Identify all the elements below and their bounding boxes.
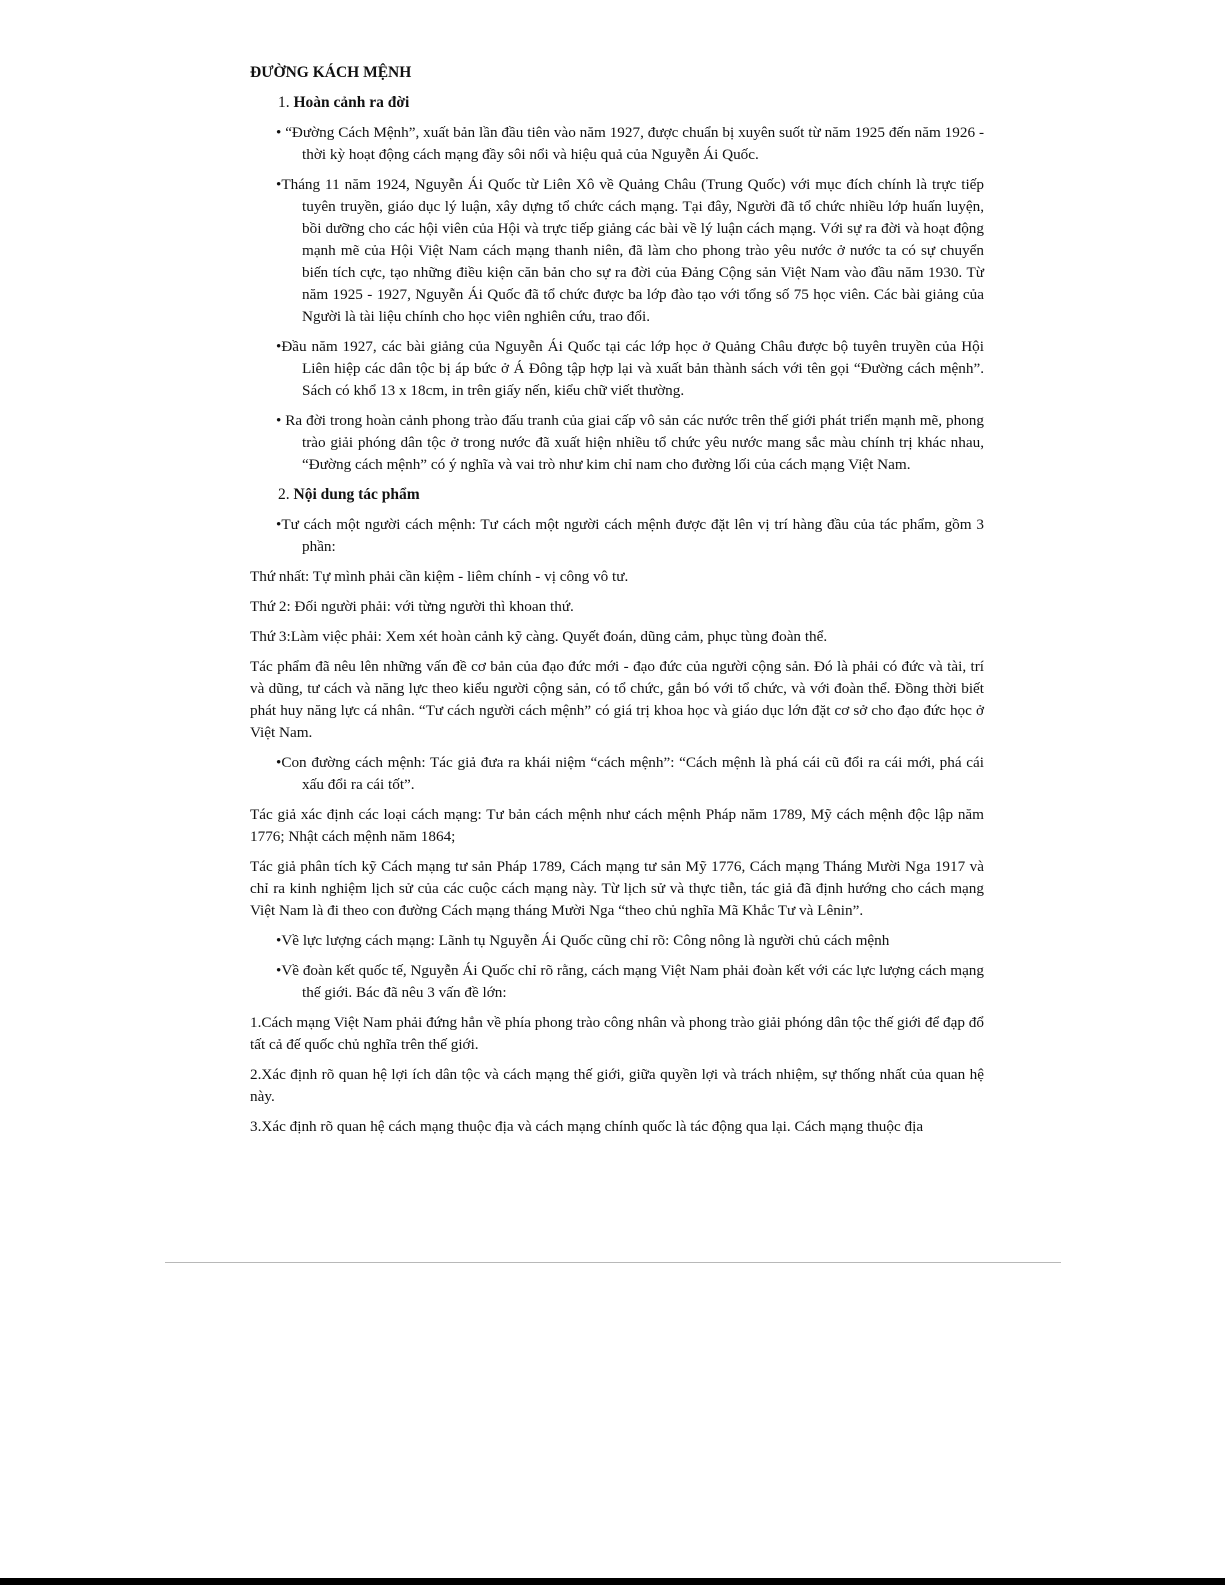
section-1-bullet-1: • “Đường Cách Mệnh”, xuất bản lần đầu tiên vào năm 1927, được chuẩn bị xuyên suốt từ năm 1925 đến năm 1926 - thời kỳ hoạt động cách mạng đầy sôi nổi và hiệu quả của Nguyễn Ái Quốc. xyxy=(276,124,984,163)
section-2-heading xyxy=(278,484,984,506)
bullet-con-duong: •Con đường cách mệnh: Tác giả đưa ra khái niệm “cách mệnh”: “Cách mệnh là phá cái cũ đổi ra cái mới, phá cái xấu đổi ra cái tốt”. xyxy=(276,754,984,793)
section-1-heading xyxy=(278,92,984,114)
section-1-bullet-4: • Ra đời trong hoàn cảnh phong trào đấu tranh của giai cấp vô sản các nước trên thế giới phát triển mạnh mẽ, phong trào giải phóng dân tộc ở trong nước đã xuất hiện nhiều tổ chức yêu nước mang sắc màu chính trị khác nhau, “Đường cách mệnh” có ý nghĩa và vai trò như kim chỉ nam cho đường lối của cách mạng Việt Nam. xyxy=(276,412,984,473)
section-1-title: Hoàn cảnh ra đời xyxy=(293,94,410,111)
bullet-luc-luong: •Về lực lượng cách mạng: Lãnh tụ Nguyễn Ái Quốc cũng chỉ rõ: Công nông là người chủ cách mệnh xyxy=(276,932,890,949)
bottom-edge-bar xyxy=(0,1578,1225,1585)
line-thu-nhat: Thứ nhất: Tự mình phải cần kiệm - liêm chính - vị công vô tư. xyxy=(250,568,629,585)
section-1-bullet-2: •Tháng 11 năm 1924, Nguyễn Ái Quốc từ Liên Xô về Quảng Châu (Trung Quốc) với mục đích chính là trực tiếp tuyên truyền, giáo dục lý luận, xây dựng tổ chức cách mạng. Tại đây, Người đã tổ chức nhiều lớp huấn luyện, bồi dưỡng cho các hội viên của Hội và trực tiếp giảng các bài về lý luận cách mạng. Với sự ra đời và hoạt động mạnh mẽ của Hội Việt Nam cách mạng thanh niên, đã làm cho phong trào yêu nước ở nước ta có sự chuyển biến tích cực, tạo những điều kiện căn bản cho sự ra đời của Đảng Cộng sản Việt Nam vào đầu năm 1930. Từ năm 1925 - 1927, Nguyễn Ái Quốc đã tổ chức được ba lớp đào tạo với tổng số 75 học viên. Các bài giảng của Người là tài liệu chính cho học viên nghiên cứu, trao đổi. xyxy=(276,176,984,325)
paragraph-dao-duc: Tác phẩm đã nêu lên những vấn đề cơ bản của đạo đức mới - đạo đức của người cộng sản. Đó là phải có đức và tài, trí và dũng, tư cách và năng lực theo kiểu người cộng sản, có tổ chức, gắn bó với tổ chức, và với đoàn thể. Đồng thời biết phát huy năng lực cá nhân. “Tư cách người cách mệnh” có giá trị khoa học và giáo dục lớn đặt cơ sở cho đạo đức học ở Việt Nam. xyxy=(250,658,984,741)
bullet-tu-cach: •Tư cách một người cách mệnh: Tư cách một người cách mệnh được đặt lên vị trí hàng đầu của tác phẩm, gồm 3 phần: xyxy=(276,516,984,555)
numbered-item-2: 2.Xác định rõ quan hệ lợi ích dân tộc và cách mạng thế giới, giữa quyền lợi và trách nhiệm, sự thống nhất của quan hệ này. xyxy=(250,1066,984,1105)
numbered-item-1: 1.Cách mạng Việt Nam phải đứng hẳn về phía phong trào công nhân và phong trào giải phóng dân tộc thế giới để đạp đổ tất cả đế quốc chủ nghĩa trên thế giới. xyxy=(250,1014,984,1053)
bullet-doan-ket: •Về đoàn kết quốc tế, Nguyễn Ái Quốc chỉ rõ rằng, cách mạng Việt Nam phải đoàn kết với các lực lượng cách mạng thế giới. Bác đã nêu 3 vấn đề lớn: xyxy=(276,962,984,1001)
line-thu-3: Thứ 3:Làm việc phải: Xem xét hoàn cảnh kỹ càng. Quyết đoán, dũng cảm, phục tùng đoàn thể. xyxy=(250,628,828,645)
paragraph-xac-dinh: Tác giả xác định các loại cách mạng: Tư bản cách mệnh như cách mệnh Pháp năm 1789, Mỹ cách mệnh độc lập năm 1776; Nhật cách mệnh năm 1864; xyxy=(250,806,984,845)
document-page xyxy=(250,62,984,1146)
section-1-bullet-3: •Đầu năm 1927, các bài giảng của Nguyễn Ái Quốc tại các lớp học ở Quảng Châu được bộ tuyên truyền của Hội Liên hiệp các dân tộc bị áp bức ở Á Đông tập hợp lại và xuất bản thành sách với tên gọi “Đường cách mệnh”. Sách có khổ 13 x 18cm, in trên giấy nến, kiểu chữ viết thường. xyxy=(276,338,984,399)
section-1-number: 1. xyxy=(278,94,290,111)
section-2-title: Nội dung tác phẩm xyxy=(293,486,420,503)
numbered-item-3: 3.Xác định rõ quan hệ cách mạng thuộc địa và cách mạng chính quốc là tác động qua lại. Cách mạng thuộc địa xyxy=(250,1118,924,1135)
page-divider xyxy=(165,1262,1061,1263)
line-thu-2: Thứ 2: Đối người phải: với từng người thì khoan thứ. xyxy=(250,598,574,615)
document-title: ĐƯỜNG KÁCH MỆNH xyxy=(250,64,412,81)
section-2-number: 2. xyxy=(278,486,290,503)
paragraph-phan-tich: Tác giả phân tích kỹ Cách mạng tư sản Pháp 1789, Cách mạng tư sản Mỹ 1776, Cách mạng Tháng Mười Nga 1917 và chỉ ra kinh nghiệm lịch sử của các cuộc cách mạng này. Từ lịch sử và thực tiễn, tác giả đã định hướng cho cách mạng Việt Nam là đi theo con đường Cách mạng tháng Mười Nga “theo chủ nghĩa Mã Khắc Tư và Lênin”. xyxy=(250,858,984,919)
